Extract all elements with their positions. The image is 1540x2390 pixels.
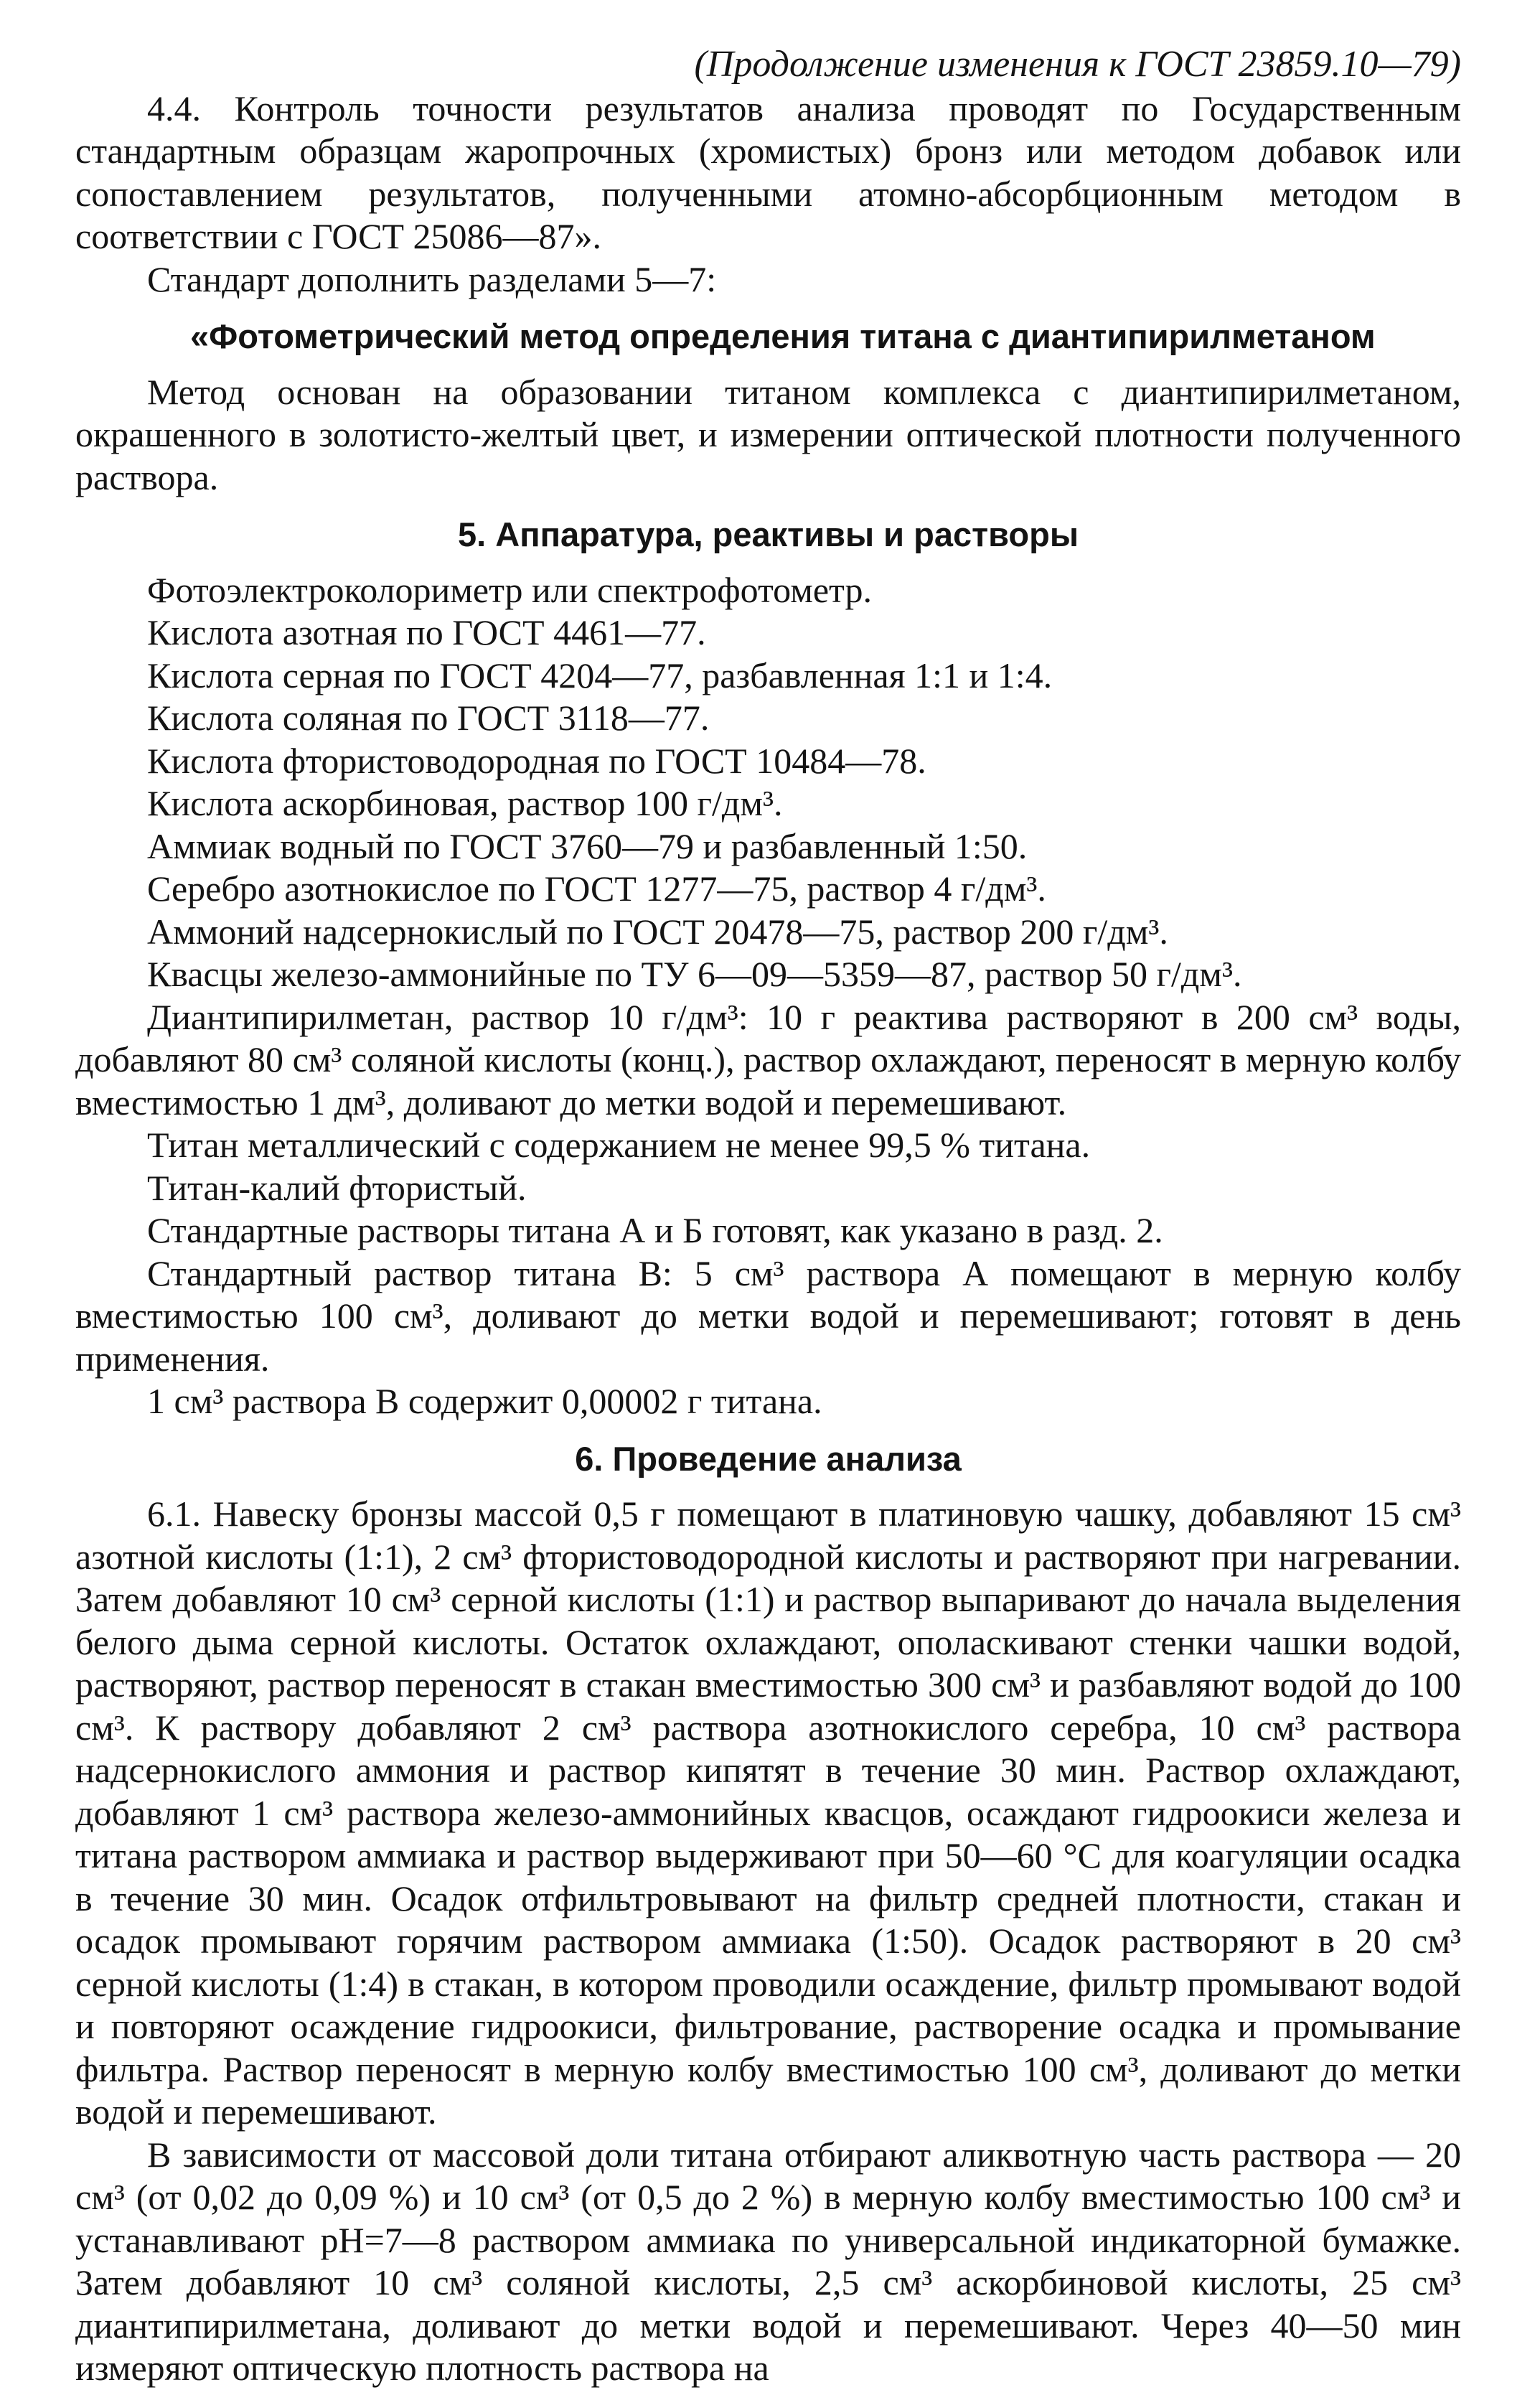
diantipyrylmethane-paragraph: Диантипирилметан, раствор 10 г/дм³: 10 г реактива растворяют в 200 см³ воды, добавляют 80 см³ соляной кислоты (конц.), раствор охлаждают, переносят в мерную колбу вместимостью 1 дм³, доливают до метки водой и перемешивают. <box>75 996 1461 1123</box>
list-item: Кислота аскорбиновая, раствор 100 г/дм³. <box>147 783 783 823</box>
paragraph-4-4: 4.4. Контроль точности результатов анализа проводят по Государственным стандартным образцам жаропрочных (хромистых) бронз или методом добавок или сопоставлением результатов, полученными атомно-абсорбционным методом в соответствии с ГОСТ 25086—87». <box>75 88 1461 256</box>
method-title: «Фотометрический метод определения титана с диантипирилметаном <box>190 317 1376 355</box>
list-item: Квасцы железо-аммонийные по ТУ 6—09—5359—87, раствор 50 г/дм³. <box>147 954 1242 994</box>
page-header: (Продолжение изменения к ГОСТ 23859.10—79) <box>694 44 1461 85</box>
list-item: Фотоэлектроколориметр или спектрофотометр. <box>147 569 873 610</box>
section-5-title: 5. Аппаратура, реактивы и растворы <box>458 515 1079 553</box>
supplement-note: Стандарт дополнить разделами 5—7: <box>147 258 717 299</box>
section-6-title: 6. Проведение анализа <box>575 1439 962 1478</box>
method-description: Метод основан на образовании титаном комплекса с диантипирилметаном, окрашенного в золотисто-желтый цвет, и измерении оптической плотности полученного раствора. <box>75 371 1461 497</box>
standard-solution-v-content: 1 см³ раствора В содержит 0,00002 г титана. <box>147 1381 822 1421</box>
list-item: Кислота фтористоводородная по ГОСТ 10484—78. <box>147 740 926 781</box>
standard-solution-v: Стандартный раствор титана В: 5 см³ раствора А помещают в мерную колбу вместимостью 100 см³, доливают до метки водой и перемешивают; готовят в день применения. <box>75 1252 1461 1379</box>
list-item: Титан-калий фтористый. <box>147 1167 527 1208</box>
list-item: Кислота серная по ГОСТ 4204—77, разбавленная 1:1 и 1:4. <box>147 655 1053 695</box>
list-item: Аммиак водный по ГОСТ 3760—79 и разбавленный 1:50. <box>147 825 1028 866</box>
list-item: Стандартные растворы титана А и Б готовят, как указано в разд. 2. <box>147 1210 1163 1250</box>
list-item: Титан металлический с содержанием не менее 99,5 % титана. <box>147 1125 1091 1165</box>
list-item: Серебро азотнокислое по ГОСТ 1277—75, раствор 4 г/дм³. <box>147 868 1046 909</box>
section-5-list-2 <box>75 1124 1461 1252</box>
list-item: Кислота соляная по ГОСТ 3118—77. <box>147 698 710 738</box>
paragraph-aliquot: В зависимости от массовой доли титана отбирают аликвотную часть раствора — 20 см³ (от 0,02 до 0,09 %) и 10 см³ (от 0,5 до 2 %) в мерную колбу вместимостью 100 см³ и устанавливают pH=7—8 раствором аммиака по универсальной индикаторной бумажке. Затем добавляют 10 см³ соляной кислоты, 2,5 см³ аскорбиновой кислоты, 25 см³ диантипирилметана, доливают до метки водой и перемешивают. Через 40—50 мин измеряют оптическую плотность раствора на <box>75 2134 1461 2388</box>
list-item: Кислота азотная по ГОСТ 4461—77. <box>147 612 706 652</box>
paragraph-6-1: 6.1. Навеску бронзы массой 0,5 г помещают в платиновую чашку, добавляют 15 см³ азотной кислоты (1:1), 2 см³ фтористоводородной кислоты и растворяют при нагревании. Затем добавляют 10 см³ серной кислоты (1:1) и раствор выпаривают до начала выделения белого дыма серной кислоты. Остаток охлаждают, ополаскивают стенки чашки водой, растворяют, раствор переносят в стакан вместимостью 300 см³ и разбавляют водой до 100 см³. К раствору добавляют 2 см³ раствора азотнокислого серебра, 10 см³ раствора надсернокислого аммония и раствор кипятят в течение 30 мин. Раствор охлаждают, добавляют 1 см³ раствора железо-аммонийных квасцов, осаждают гидроокиси железа и титана раствором аммиака и раствор выдерживают при 50—60 °С для коагуляции осадка в течение 30 мин. Осадок отфильтровывают на фильтр средней плотности, стакан и осадок промывают горячим раствором аммиака (1:50). Осадок растворяют в 20 см³ серной кислоты (1:4) в стакан, в котором проводили осаждение, фильтр промывают водой и повторяют осаждение гидроокиси, фильтрование, растворение осадка и промывание фильтра. Раствор переносят в мерную колбу вместимостью 100 см³, доливают до метки водой и перемешивают. <box>75 1494 1461 2132</box>
section-5-list <box>75 569 1461 996</box>
list-item: Аммоний надсернокислый по ГОСТ 20478—75, раствор 200 г/дм³. <box>147 911 1168 952</box>
